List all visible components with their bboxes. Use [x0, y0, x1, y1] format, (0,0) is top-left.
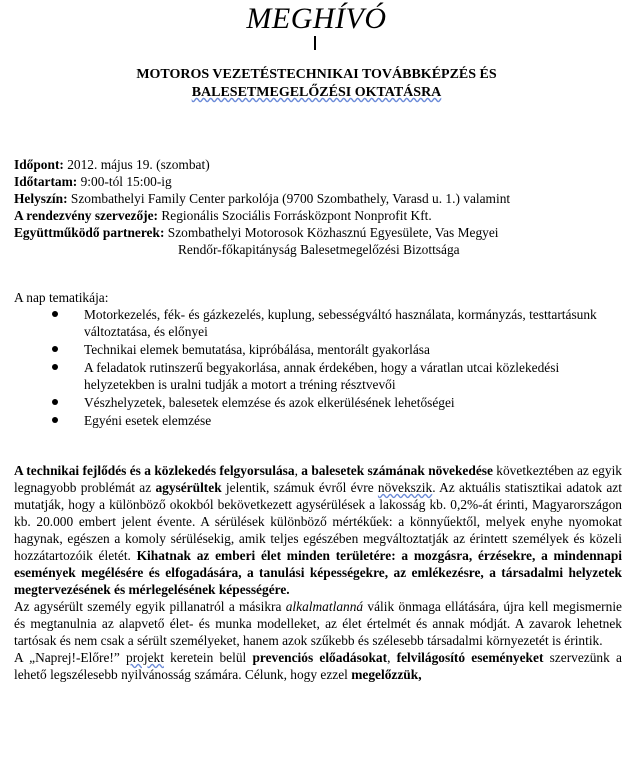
paragraph-1 — [14, 462, 622, 598]
topics-list — [48, 306, 618, 430]
italic-word: alkalmatlanná — [285, 599, 364, 614]
date-row — [14, 156, 624, 173]
bold-phrase: agysérültek — [155, 480, 222, 495]
location-row — [14, 190, 624, 207]
topic-text: Motorkezelés, fék- és gázkezelés, kuplung, sebességváltó használata, kormányzás, testtartásunk változtatása, és előnyei — [84, 307, 597, 339]
topic-text: A feladatok rutinszerű begyakorlása, annak érdekében, hogy a váratlan utcai közlekedési helyzetekben is uralni tudják a motort a tréning résztvevői — [84, 360, 560, 392]
bullet-icon — [52, 346, 58, 352]
topic-text: Egyéni esetek elemzése — [84, 413, 212, 428]
list-item — [48, 359, 618, 393]
duration-label: Időtartam: — [14, 174, 78, 189]
subtitle-line-1: MOTOROS VEZETÉSTECHNIKAI TOVÁBBKÉPZÉS ÉS — [136, 67, 497, 82]
subtitle-line-2-text: BALESETMEGELŐZÉSI OKTATÁSRA — [191, 85, 442, 100]
bullet-icon — [52, 364, 58, 370]
topic-text: Technikai elemek bemutatása, kipróbálása, mentorált gyakorlása — [84, 342, 430, 357]
bold-phrase: megelőzzük, — [351, 667, 422, 682]
bold-phrase: felvilágosító eseményeket — [396, 650, 544, 665]
bullet-icon — [52, 417, 58, 423]
event-info — [14, 156, 624, 258]
text-cursor — [314, 36, 316, 50]
text-run: jelentik, számuk évről évre — [221, 480, 378, 495]
topic-text: Vészhelyzetek, balesetek elemzése és azok elkerülésének lehetőségei — [84, 395, 455, 410]
bold-phrase: prevenciós előadásokat — [252, 650, 388, 665]
partners-label: Együttműködő partnerek: — [14, 225, 165, 240]
underlined-word: növekszik — [377, 480, 433, 495]
partners-row-continued — [14, 241, 624, 258]
organizer-label: A rendezvény szervezője: — [14, 208, 159, 223]
text-run: . Az aktuális statisztikai adatok azt mutatják, hogy a különböző okokból bekövetkezett agysérülések a lakosság kb. 0,2%-át érinti, Magyarországon kb. 20.000 embert jelent évente. A sérülések különböző mértékűek: a könnyűektől, melyek enyhe nyomokat hagynak, egészen a komoly sérülésekig, amik teljes egészében megváltoztatják az érintett személyek és közeli hozzátartozóik életét. — [14, 480, 622, 563]
paragraph-3 — [14, 649, 622, 683]
bold-phrase: A technikai fejlődés és a közlekedés felgyorsulása — [14, 463, 295, 478]
partners-value: Szombathelyi Motorosok Közhasznú Egyesülete, Vas Megyei — [164, 225, 499, 240]
partners-row — [14, 224, 624, 241]
text-run: Az agysérült személy egyik pillanatról a másikra — [14, 599, 286, 614]
subtitle-line-2 — [60, 84, 573, 102]
bold-phrase: Kihatnak az emberi élet minden területére: a mozgásra, érzésekre, a mindennapi események megélésére és elfogadására, a tanulási képességekre, az emlékezésre, a társadalmi helyzetek megtervezésének és mérlegelésének képességére. — [14, 548, 622, 597]
document-subtitle — [60, 66, 573, 102]
bullet-icon — [52, 399, 58, 405]
text-run: szervezünk a lehető legszélesebb nyilvánosság számára. Célunk, hogy ezzel — [14, 650, 622, 682]
list-item — [48, 306, 618, 340]
duration-value: 9:00-tól 15:00-ig — [77, 174, 172, 189]
location-value: Szombathelyi Family Center parkolója (9700 Szombathely, Varasd u. 1.) valamint — [67, 191, 511, 206]
organizer-value: Regionális Szociális Forrásközpont Nonprofit Kft. — [158, 208, 432, 223]
list-item — [48, 341, 618, 358]
partners-value-2: Rendőr-főkapitányság Balesetmegelőzési Bizottsága — [178, 242, 460, 257]
list-item — [48, 412, 618, 429]
text-run: következtében az egyik legnagyobb problémát az — [14, 463, 622, 495]
text-run: , — [387, 650, 397, 665]
topics-heading: A nap tematikája: — [14, 290, 109, 305]
bold-phrase: a balesetek számának növekedése — [301, 463, 493, 478]
document-title: MEGHÍVÓ — [246, 2, 387, 35]
text-run: A „Naprej!-Előre!” — [14, 650, 127, 665]
date-label: Időpont: — [14, 157, 64, 172]
location-label: Helyszín: — [14, 191, 68, 206]
body-text — [14, 462, 622, 683]
underlined-word: projekt — [126, 650, 164, 665]
bullet-icon — [52, 311, 58, 317]
text-run: válik önmaga ellátására, újra kell megismernie és megtanulnia az alapvető élet- és munka modelleket, az élet értelmét és annak módját. A zavarok lehetnek tartósak és nem csak a sérült személyeket, hanem azok szűkebb és szélesebb társadalmi környezetét is érintik. — [14, 599, 622, 648]
list-item — [48, 394, 618, 411]
paragraph-2 — [14, 598, 622, 649]
date-value: 2012. május 19. (szombat) — [63, 157, 210, 172]
text-run: keretein belül — [163, 650, 253, 665]
text-run: , — [294, 463, 302, 478]
duration-row — [14, 173, 624, 190]
organizer-row — [14, 207, 624, 224]
